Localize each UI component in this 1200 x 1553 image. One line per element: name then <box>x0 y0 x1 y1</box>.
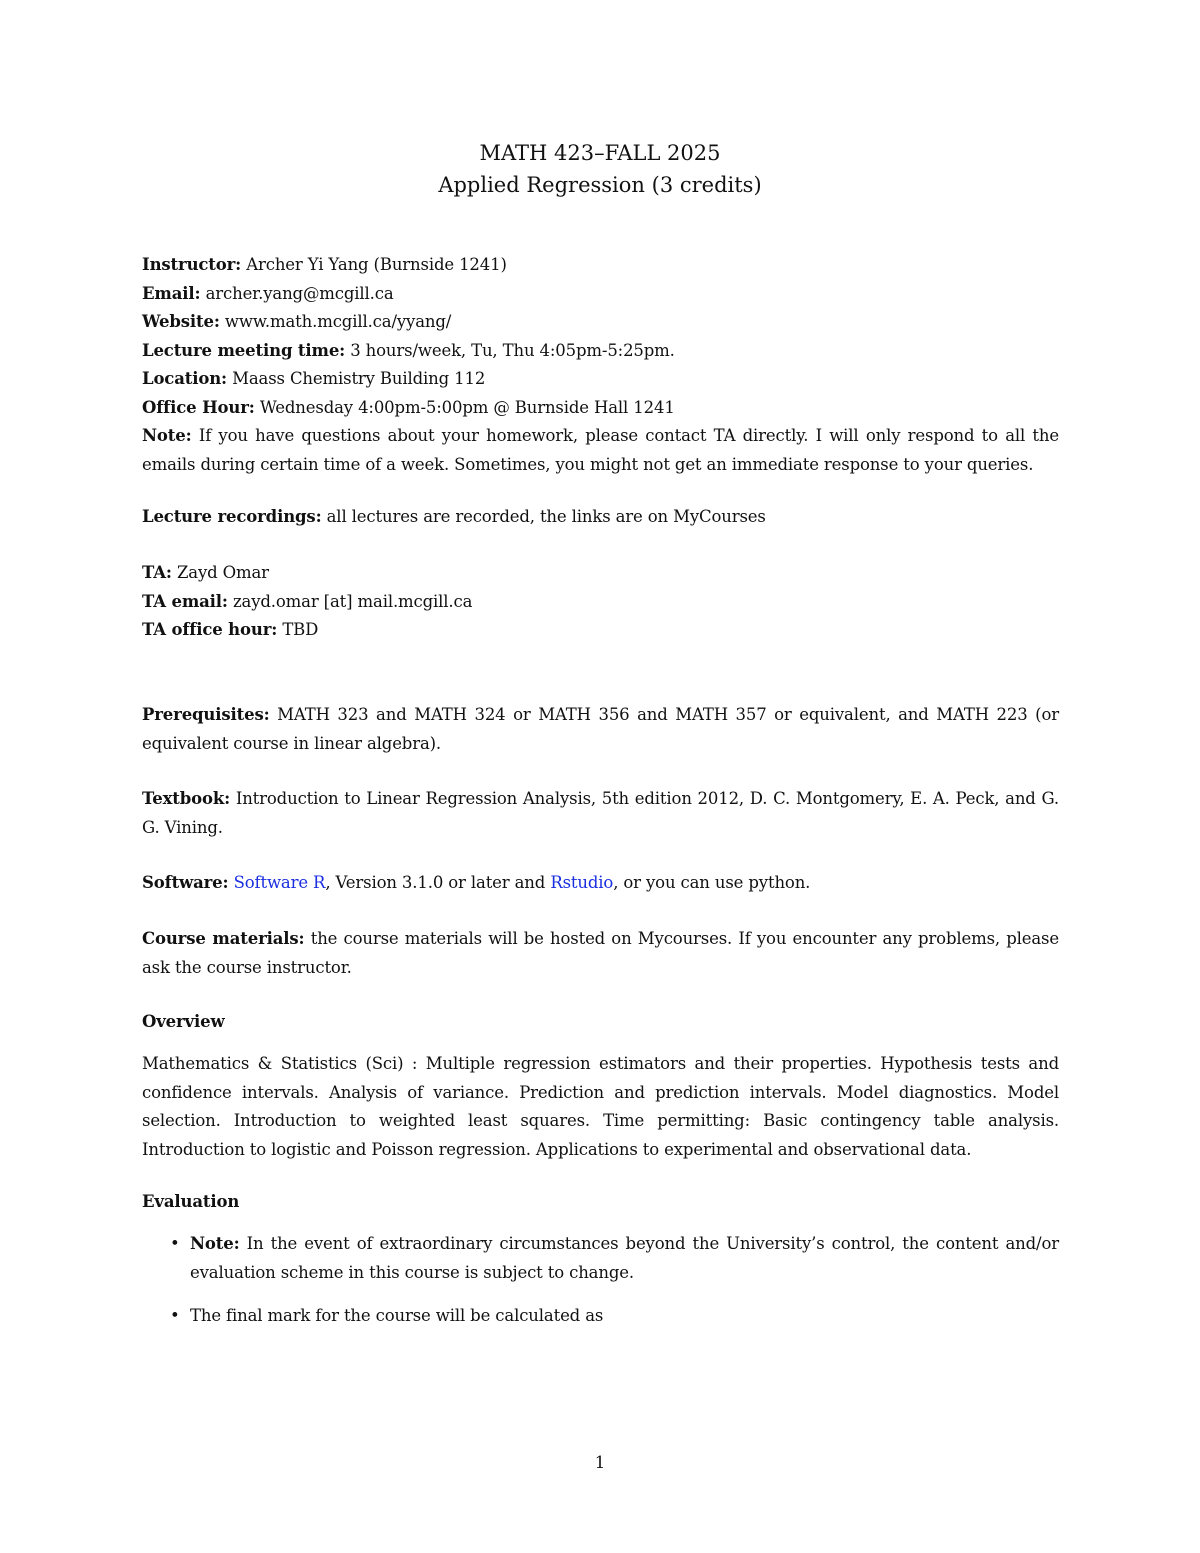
page-number: 1 <box>594 1453 606 1472</box>
software-label: Software: <box>142 873 229 892</box>
ta-info-block <box>142 559 1059 645</box>
ta-email-value: zayd.omar [at] mail.mcgill.ca <box>232 591 473 611</box>
email-label: Email: <box>142 283 201 303</box>
course-subtitle: Applied Regression (3 credits) <box>438 173 762 197</box>
textbook-paragraph <box>142 785 1059 842</box>
note-text: If you have questions about your homework, please contact TA directly. I will only respond to all the emails during certain time of a week. Sometimes, you might not get an immediate response to your queries. <box>142 426 1059 474</box>
email-line <box>142 280 1059 309</box>
note-paragraph <box>142 422 1059 479</box>
textbook-label: Textbook: <box>142 789 231 808</box>
overview-heading: Overview <box>142 1012 225 1031</box>
course-materials-text: the course materials will be hosted on Mycourses. If you encounter any problems, please ask the course instructor. <box>142 929 1059 977</box>
ta-line <box>142 559 1059 588</box>
office-hour-line <box>142 394 1059 423</box>
overview-text: Mathematics & Statistics (Sci) : Multiple regression estimators and their properties. Hypothesis tests and confidence intervals. Analysis of variance. Prediction and prediction intervals. Model diagnostics. Model selection. Introduction to weighted least squares. Time permitting: Basic contingency table analysis. Introduction to logistic and Poisson regression. Applications to experimental and observational data. <box>142 1054 1059 1159</box>
rstudio-link[interactable]: Rstudio <box>550 873 614 892</box>
evaluation-note-body: In the event of extraordinary circumstances beyond the University’s control, the content and/or evaluation scheme in this course is subject to change. <box>190 1234 1059 1282</box>
prerequisites-text: MATH 323 and MATH 324 or MATH 356 and MATH 357 or equivalent, and MATH 223 (or equivalent course in linear algebra). <box>142 705 1059 753</box>
textbook-text: Introduction to Linear Regression Analysis, 5th edition 2012, D. C. Montgomery, E. A. Peck, and G. G. Vining. <box>142 789 1059 837</box>
email-value[interactable]: archer.yang@mcgill.ca <box>205 283 394 303</box>
course-info-block <box>142 251 1059 479</box>
software-version-text: , Version 3.1.0 or later and <box>325 873 546 892</box>
location-value: Maass Chemistry Building 112 <box>232 369 486 388</box>
course-materials-label: Course materials: <box>142 929 305 948</box>
website-value[interactable]: www.math.mcgill.ca/yyang/ <box>224 312 452 331</box>
evaluation-heading: Evaluation <box>142 1192 240 1211</box>
ta-email-line <box>142 588 1059 617</box>
software-line <box>142 869 1059 898</box>
lecture-time-line <box>142 337 1059 366</box>
evaluation-bullet-item <box>142 1302 1059 1331</box>
final-mark-text <box>190 1302 1059 1331</box>
lecture-time-label: Lecture meeting time: <box>142 340 346 360</box>
evaluation-note-text <box>190 1230 1059 1287</box>
final-mark-body: The final mark for the course will be calculated as <box>190 1306 604 1325</box>
lecture-recordings-value: all lectures are recorded, the links are on MyCourses <box>326 507 766 526</box>
website-label: Website: <box>142 312 220 331</box>
office-hour-label: Office Hour: <box>142 397 255 417</box>
office-hour-value: Wednesday 4:00pm-5:00pm @ Burnside Hall 1241 <box>259 397 675 417</box>
bullet-icon: • <box>170 1306 180 1325</box>
course-materials-paragraph <box>142 925 1059 982</box>
website-line <box>142 308 1059 337</box>
ta-email-label: TA email: <box>142 591 228 611</box>
lecture-time-value: 3 hours/week, Tu, Thu 4:05pm-5:25pm. <box>350 340 675 360</box>
ta-office-hour-value: TBD <box>282 620 319 639</box>
ta-label: TA: <box>142 563 172 582</box>
instructor-value: Archer Yi Yang (Burnside 1241) <box>246 255 507 274</box>
note-label: Note: <box>142 426 192 445</box>
ta-name: Zayd Omar <box>176 563 269 582</box>
bullet-icon: • <box>170 1234 180 1253</box>
ta-office-hour-label: TA office hour: <box>142 620 278 639</box>
evaluation-bullet-item <box>142 1230 1059 1287</box>
location-line <box>142 365 1059 394</box>
lecture-recordings-label: Lecture recordings: <box>142 507 322 526</box>
software-end-text: , or you can use python. <box>613 873 811 892</box>
location-label: Location: <box>142 369 227 388</box>
lecture-recordings-line <box>142 503 1059 532</box>
instructor-label: Instructor: <box>142 255 242 274</box>
evaluation-note-label: Note: <box>190 1234 240 1253</box>
prerequisites-label: Prerequisites: <box>142 705 270 724</box>
prerequisites-paragraph <box>142 701 1059 758</box>
software-r-link[interactable]: Software R <box>233 873 326 892</box>
ta-office-hour-line <box>142 616 1059 645</box>
instructor-line <box>142 251 1059 280</box>
course-title: MATH 423–FALL 2025 <box>479 141 721 165</box>
